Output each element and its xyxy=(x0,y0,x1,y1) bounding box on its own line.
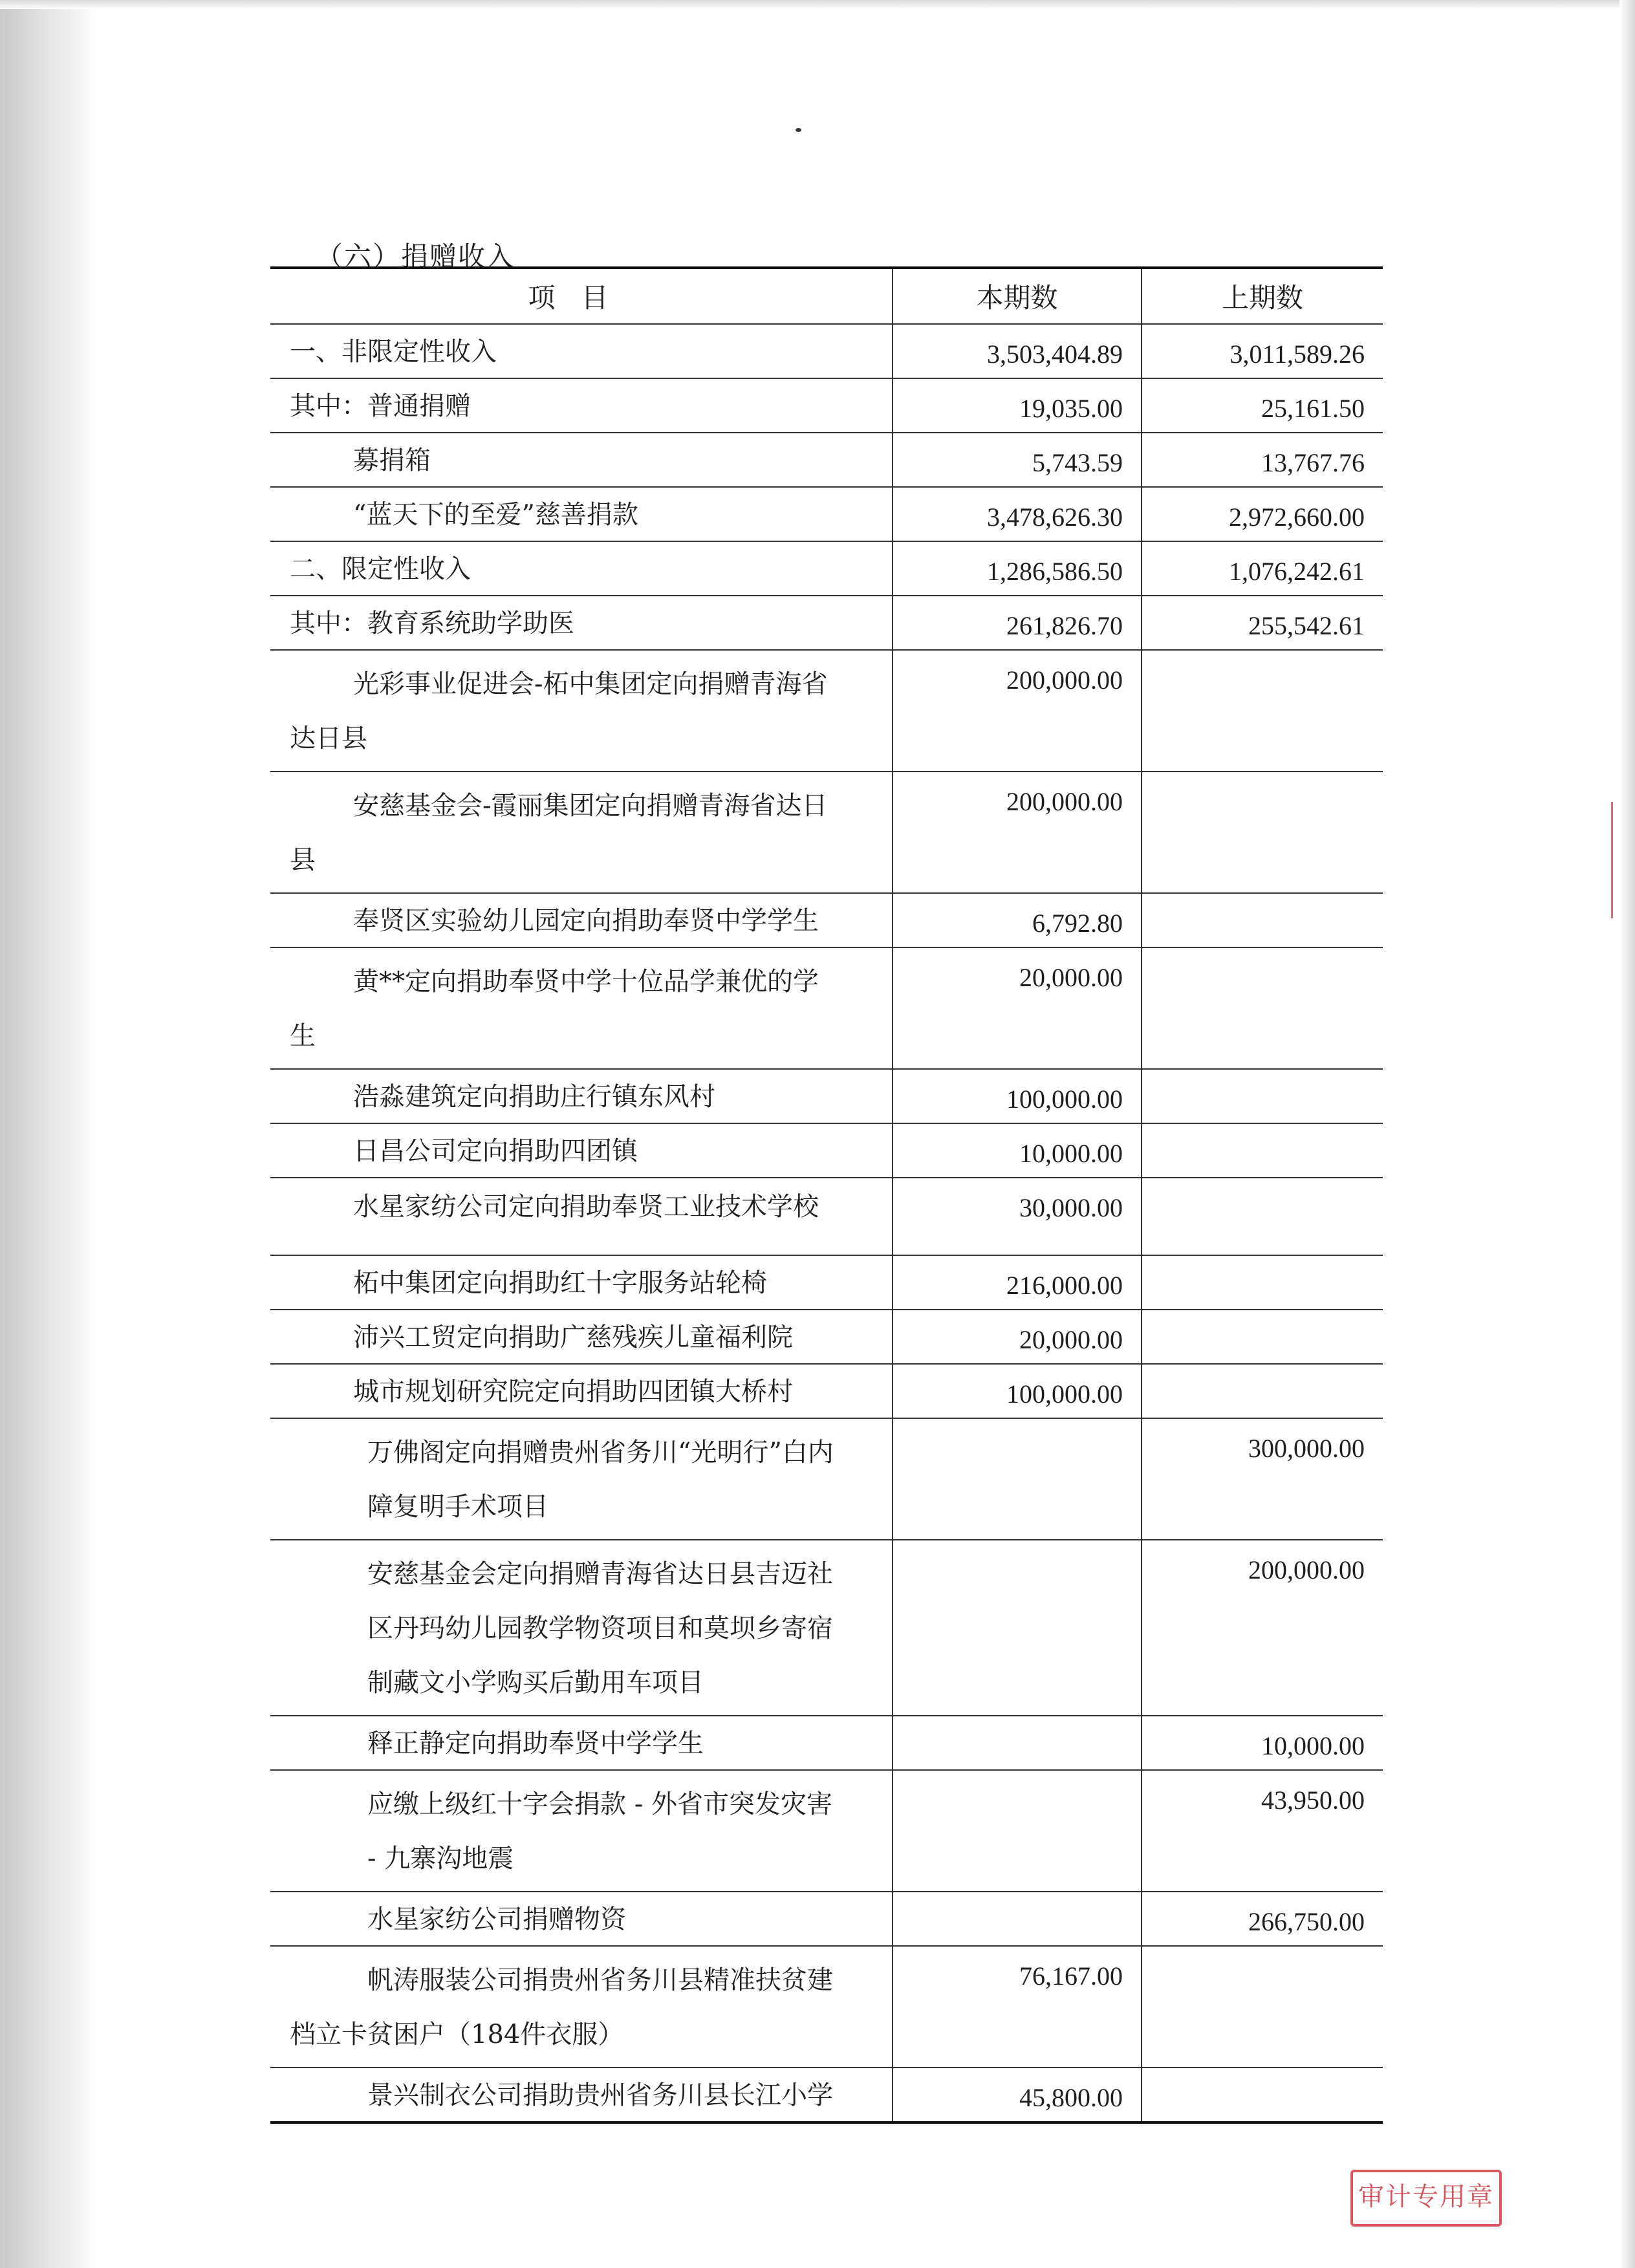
row-item: 其中：教育系统助学助医 xyxy=(270,596,893,650)
row-current: 200,000.00 xyxy=(893,772,1142,893)
row-current xyxy=(893,1892,1142,1946)
row-current: 76,167.00 xyxy=(893,1946,1142,2068)
table-row xyxy=(270,1892,1383,1946)
row-current: 216,000.00 xyxy=(893,1255,1142,1310)
table-row xyxy=(270,1770,1383,1892)
row-current: 45,800.00 xyxy=(893,2068,1142,2122)
row-previous xyxy=(1142,1310,1383,1364)
row-previous xyxy=(1142,947,1383,1069)
table-row xyxy=(270,2068,1383,2122)
table-row xyxy=(270,1716,1383,1770)
row-previous xyxy=(1142,772,1383,893)
table-row xyxy=(270,433,1383,487)
row-current xyxy=(893,1716,1142,1770)
audit-seal: 审计专用章 xyxy=(1350,2170,1502,2227)
book-spine-shadow xyxy=(0,0,97,2268)
table-row xyxy=(270,487,1383,541)
row-item xyxy=(270,1770,893,1892)
row-item: “蓝天下的至爱”慈善捐款 xyxy=(270,487,893,541)
row-previous: 2,972,660.00 xyxy=(1142,487,1383,541)
top-edge-shadow xyxy=(0,0,1635,9)
ink-speck xyxy=(796,128,801,132)
table-row xyxy=(270,541,1383,596)
row-current: 1,286,586.50 xyxy=(893,541,1142,596)
row-previous xyxy=(1142,1069,1383,1123)
row-previous: 25,161.50 xyxy=(1142,378,1383,433)
row-current: 20,000.00 xyxy=(893,947,1142,1069)
row-current: 261,826.70 xyxy=(893,596,1142,650)
row-item xyxy=(270,1946,893,2068)
row-current: 30,000.00 xyxy=(893,1178,1142,1255)
donation-income-table xyxy=(270,266,1383,2124)
row-previous xyxy=(1142,2068,1383,2122)
row-item: 水星家纺公司定向捐助奉贤工业技术学校 xyxy=(270,1178,893,1255)
table-row xyxy=(270,1178,1383,1255)
row-previous xyxy=(1142,893,1383,947)
row-item: 释正静定向捐助奉贤中学学生 xyxy=(270,1716,893,1770)
row-current: 3,503,404.89 xyxy=(893,324,1142,378)
row-item-line: 障复明手术项目 xyxy=(367,1492,548,1522)
table-row xyxy=(270,893,1383,947)
row-item-line: 生 xyxy=(290,1021,316,1051)
table-row xyxy=(270,324,1383,378)
table-row xyxy=(270,650,1383,772)
row-item-line: 达日县 xyxy=(290,724,367,753)
row-item-line: 帆涛服装公司捐贵州省务川县精准扶贫建 xyxy=(367,1965,833,1995)
row-item: 一、非限定性收入 xyxy=(270,324,893,378)
row-item: 日昌公司定向捐助四团镇 xyxy=(270,1123,893,1178)
row-item: 城市规划研究院定向捐助四团镇大桥村 xyxy=(270,1364,893,1418)
row-item-line: 档立卡贫困户（184件衣服） xyxy=(290,2020,624,2049)
row-current: 20,000.00 xyxy=(893,1310,1142,1364)
row-previous: 266,750.00 xyxy=(1142,1892,1383,1946)
row-item-line: - 九寨沟地震 xyxy=(367,1844,514,1874)
row-previous: 1,076,242.61 xyxy=(1142,541,1383,596)
row-item-line: 应缴上级红十字会捐款 - 外省市突发灾害 xyxy=(367,1789,832,1819)
header-item: 项目 xyxy=(270,268,893,324)
row-item: 浩淼建筑定向捐助庄行镇东风村 xyxy=(270,1069,893,1123)
row-current xyxy=(893,1540,1142,1716)
row-current xyxy=(893,1770,1142,1892)
row-item: 水星家纺公司捐赠物资 xyxy=(270,1892,893,1946)
table-row xyxy=(270,1540,1383,1716)
row-previous xyxy=(1142,1364,1383,1418)
table-row xyxy=(270,1310,1383,1364)
row-previous xyxy=(1142,650,1383,772)
row-item xyxy=(270,772,893,893)
row-item-line: 黄**定向捐助奉贤中学十位品学兼优的学 xyxy=(353,967,819,997)
table-row xyxy=(270,1255,1383,1310)
row-previous xyxy=(1142,1178,1383,1255)
row-current: 19,035.00 xyxy=(893,378,1142,433)
row-previous: 43,950.00 xyxy=(1142,1770,1383,1892)
row-previous: 200,000.00 xyxy=(1142,1540,1383,1716)
row-item-line: 制藏文小学购买后勤用车项目 xyxy=(367,1668,704,1698)
row-item-line: 县 xyxy=(290,845,316,875)
row-current: 10,000.00 xyxy=(893,1123,1142,1178)
section-title: （六）捐赠收入 xyxy=(316,241,515,272)
row-previous: 13,767.76 xyxy=(1142,433,1383,487)
row-previous: 255,542.61 xyxy=(1142,596,1383,650)
row-item: 募捐箱 xyxy=(270,433,893,487)
row-previous xyxy=(1142,1946,1383,2068)
row-item xyxy=(270,947,893,1069)
row-item: 其中：普通捐赠 xyxy=(270,378,893,433)
table-row xyxy=(270,1069,1383,1123)
row-item xyxy=(270,650,893,772)
row-item: 沛兴工贸定向捐助广慈残疾儿童福利院 xyxy=(270,1310,893,1364)
row-current: 6,792.80 xyxy=(893,893,1142,947)
header-previous-period: 上期数 xyxy=(1142,268,1383,324)
row-current: 5,743.59 xyxy=(893,433,1142,487)
row-item xyxy=(270,1418,893,1540)
table-row xyxy=(270,1418,1383,1540)
row-item-line: 安慈基金会定向捐赠青海省达日县吉迈社 xyxy=(367,1559,833,1589)
row-item-line: 光彩事业促进会-柘中集团定向捐赠青海省 xyxy=(353,669,828,699)
table-header-row xyxy=(270,268,1383,324)
row-current: 3,478,626.30 xyxy=(893,487,1142,541)
row-item: 二、限定性收入 xyxy=(270,541,893,596)
row-current: 100,000.00 xyxy=(893,1069,1142,1123)
row-previous: 3,011,589.26 xyxy=(1142,324,1383,378)
row-item-line: 安慈基金会-霞丽集团定向捐赠青海省达日 xyxy=(353,791,828,821)
right-edge-shadow xyxy=(1619,0,1635,2268)
row-current: 200,000.00 xyxy=(893,650,1142,772)
row-current xyxy=(893,1418,1142,1540)
row-item: 奉贤区实验幼儿园定向捐助奉贤中学学生 xyxy=(270,893,893,947)
row-previous: 10,000.00 xyxy=(1142,1716,1383,1770)
table-row xyxy=(270,1123,1383,1178)
row-item: 柘中集团定向捐助红十字服务站轮椅 xyxy=(270,1255,893,1310)
table-row xyxy=(270,947,1383,1069)
row-item-line: 区丹玛幼儿园教学物资项目和莫坝乡寄宿 xyxy=(367,1614,833,1643)
seal-fragment-right xyxy=(1611,802,1635,918)
table-row xyxy=(270,378,1383,433)
row-current: 100,000.00 xyxy=(893,1364,1142,1418)
row-item xyxy=(270,1540,893,1716)
table-row xyxy=(270,1946,1383,2068)
row-previous: 300,000.00 xyxy=(1142,1418,1383,1540)
table-row xyxy=(270,596,1383,650)
row-item: 景兴制衣公司捐助贵州省务川县长江小学 xyxy=(270,2068,893,2122)
table-row xyxy=(270,772,1383,893)
row-item-line: 万佛阁定向捐赠贵州省务川“光明行”白内 xyxy=(367,1438,834,1467)
header-current-period: 本期数 xyxy=(893,268,1142,324)
row-previous xyxy=(1142,1123,1383,1178)
table-row xyxy=(270,1364,1383,1418)
row-previous xyxy=(1142,1255,1383,1310)
